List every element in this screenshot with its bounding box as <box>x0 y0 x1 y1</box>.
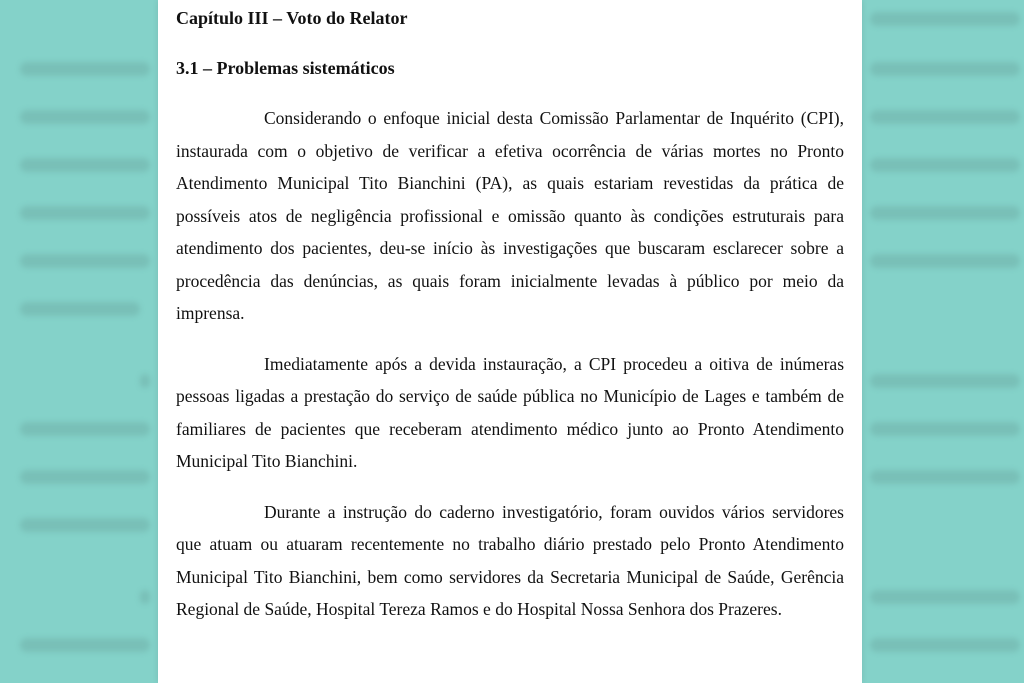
background-blur-line <box>20 422 150 436</box>
background-blur-line <box>870 590 1020 604</box>
background-blur-line <box>870 12 1020 26</box>
background-blur-line <box>870 470 1020 484</box>
background-blur-line <box>20 254 150 268</box>
background-blur-line <box>870 638 1020 652</box>
background-blur-line <box>20 62 150 76</box>
background-blur-line <box>20 110 150 124</box>
background-blur-line <box>20 206 150 220</box>
background-blur-line <box>20 470 150 484</box>
section-title: 3.1 – Problemas sistemáticos <box>176 58 395 78</box>
background-blur-line <box>870 158 1020 172</box>
background-blur-line <box>870 374 1020 388</box>
background-blur-line <box>20 302 140 316</box>
paragraph: Considerando o enfoque inicial desta Comissão Parlamentar de Inquérito (CPI), instaurada com o objetivo de verificar a efetiva ocorrência de várias mortes no Pronto Atendimento Municipal Tito Bianchini (PA), as quais estariam revestidas da prática de possíveis atos de negligência profissional e omissão quanto às condições estruturais para atendimento dos pacientes, deu-se início às investigações que buscaram esclarecer sobre a procedência das denúncias, as quais foram inicialmente levadas à público por meio da imprensa. <box>176 108 844 323</box>
background-blur-line <box>140 590 150 604</box>
background-blur-line <box>140 374 150 388</box>
background-blur-line <box>870 62 1020 76</box>
background-blur-line <box>20 518 150 532</box>
paragraph: Durante a instrução do caderno investigatório, foram ouvidos vários servidores que atuam ou atuaram recentemente no trabalho diário prestado pelo Pronto Atendimento Municipal Tito Bianchini, bem como servidores da Secretaria Municipal de Saúde, Gerência Regional de Saúde, Hospital Tereza Ramos e do Hospital Nossa Senhora dos Prazeres. <box>176 501 844 619</box>
document-content <box>176 4 844 626</box>
paragraph: Imediatamente após a devida instauração, a CPI procedeu a oitiva de inúmeras pessoas ligadas a prestação do serviço de saúde pública no Município de Lages e também de familiares de pacientes que receberam atendimento médico junto ao Pronto Atendimento Municipal Tito Bianchini. <box>176 353 844 471</box>
chapter-title: Capítulo III – Voto do Relator <box>176 8 408 28</box>
background-blur-line <box>870 110 1020 124</box>
background-blur-line <box>870 422 1020 436</box>
background-blur-line <box>20 158 150 172</box>
background-blur-line <box>870 206 1020 220</box>
background-blur-line <box>20 638 150 652</box>
document-page <box>158 0 862 683</box>
background-blur-line <box>870 254 1020 268</box>
